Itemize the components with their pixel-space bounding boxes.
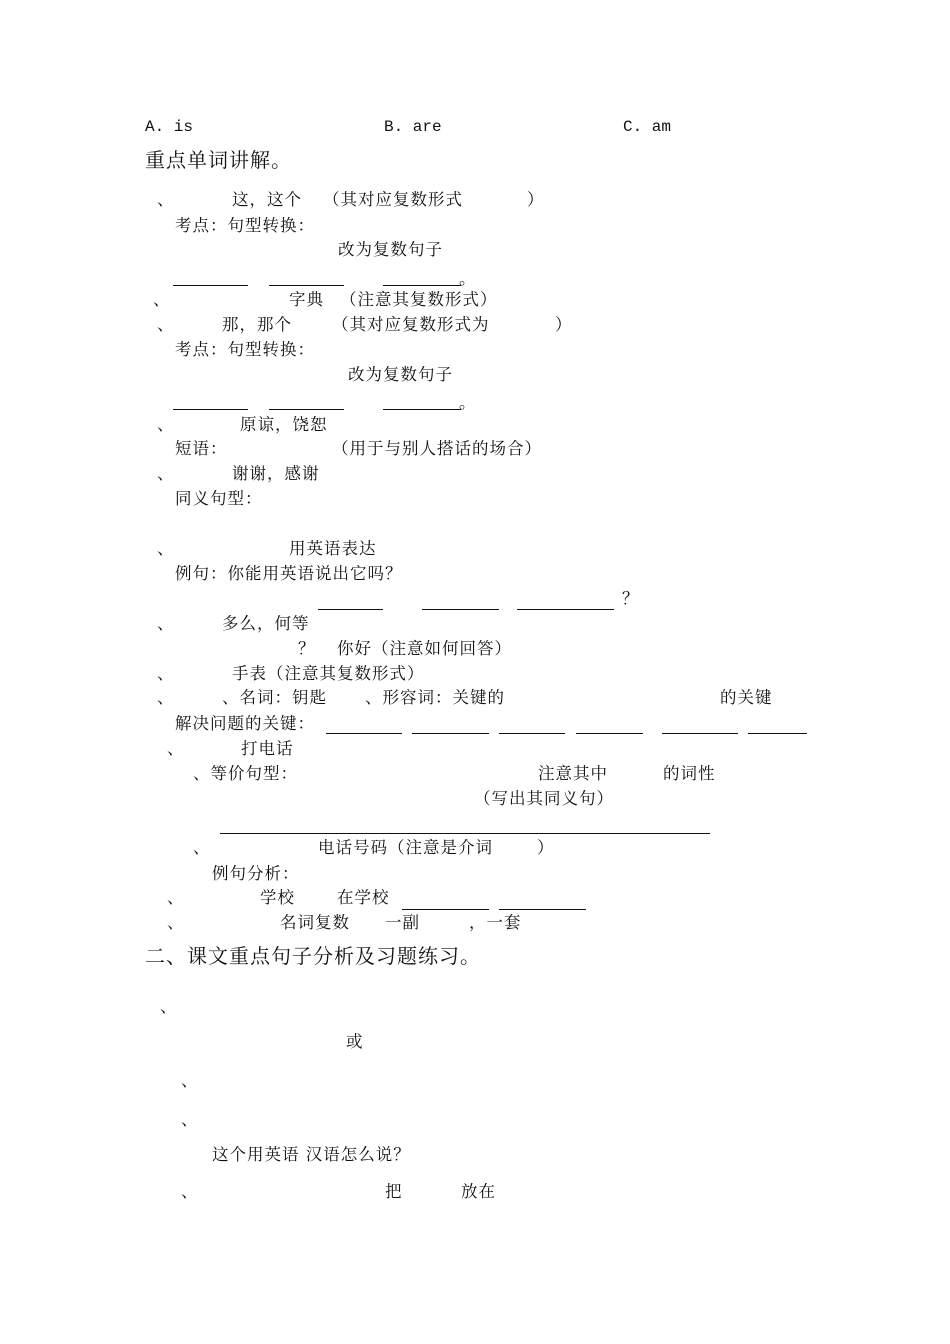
item6-gloss: 用英语表达 (289, 539, 377, 558)
section-vocab-title: 重点单词讲解。 (145, 148, 292, 172)
blank-line (269, 285, 344, 286)
item7-note: 你好（注意如何回答） (337, 639, 512, 658)
sentence2-mark: 、 (181, 1071, 199, 1090)
item7-gloss: 多么，何等 (222, 614, 310, 633)
blank-line (662, 733, 738, 734)
item2-mark: 、 (153, 290, 171, 309)
item12-mark: 、 (167, 888, 185, 907)
item6-mark: 、 (157, 539, 175, 558)
item4-phrase: 短语： (175, 439, 228, 458)
blank-line (517, 609, 614, 610)
option-b: B. are (384, 118, 442, 136)
sentence3-mark: 、 (181, 1110, 199, 1129)
blank-line (402, 909, 489, 910)
item3-close: ） (555, 315, 573, 334)
blank-line (326, 733, 402, 734)
item2-note: （注意其复数形式） (340, 290, 498, 309)
item1-kaodian: 考点：句型转换： (175, 216, 315, 235)
blank-line (499, 733, 565, 734)
blank-line (576, 733, 643, 734)
blank-line (499, 909, 586, 910)
item3-mark: 、 (157, 315, 175, 334)
item8-mark: 、 (157, 664, 175, 683)
item11-example: 例句分析： (212, 864, 300, 883)
item10-write: （写出其同义句） (474, 789, 614, 808)
item1-gloss: 这，这个 (232, 190, 302, 209)
item1-note: （其对应复数形式 (323, 190, 463, 209)
sentence4-mark: 、 (181, 1182, 199, 1201)
sentence4-fang: 放在 (461, 1182, 496, 1201)
item4-mark: 、 (157, 415, 175, 434)
blank-line (173, 409, 248, 410)
item8-gloss: 手表（注意其复数形式） (232, 664, 425, 683)
blank-line (412, 733, 489, 734)
item10-mark: 、 (167, 739, 185, 758)
item4-gloss: 原谅，饶恕 (240, 415, 328, 434)
item13-plural: 名词复数 (280, 913, 350, 932)
item13-set: ，一套 (469, 913, 522, 932)
item9-noun: 、名词：钥匙 (222, 688, 327, 707)
item11-close: ） (537, 838, 555, 857)
item1-change: 改为复数句子 (338, 240, 443, 259)
item11-gloss: 电话号码（注意是介词 (318, 838, 493, 857)
item1-period: 。 (459, 269, 477, 288)
item10-equiv: 、等价句型： (193, 764, 298, 783)
blank-line (173, 285, 248, 286)
blank-line (383, 409, 461, 410)
item3-gloss: 那，那个 (222, 315, 292, 334)
item9-key: 的关键 (720, 688, 773, 707)
item6-example: 例句：你能用英语说出它吗？ (175, 564, 403, 583)
sentence1-or: 或 (346, 1032, 364, 1051)
item9-adj: 、形容词：关键的 (365, 688, 505, 707)
item7-mark: 、 (157, 614, 175, 633)
blank-line (422, 609, 499, 610)
blank-line (748, 733, 807, 734)
item3-change: 改为复数句子 (348, 365, 453, 384)
blank-line (318, 609, 383, 610)
blank-line (383, 285, 461, 286)
item7-q: ？ (298, 639, 316, 658)
option-a: A. is (145, 118, 194, 136)
item10-pos: 的词性 (663, 764, 716, 783)
item5-gloss: 谢谢，感谢 (232, 464, 320, 483)
item13-mark: 、 (167, 913, 185, 932)
blank-line (269, 409, 344, 410)
item10-note: 注意其中 (538, 764, 608, 783)
item1-mark: 、 (157, 190, 175, 209)
blank-line (220, 833, 710, 834)
item1-close: ） (527, 190, 545, 209)
sentence4-ba: 把 (385, 1182, 403, 1201)
item6-qmark: ？ (622, 589, 640, 608)
item12-gloss: 学校 (260, 888, 295, 907)
item3-note: （其对应复数形式为 (332, 315, 490, 334)
item2-gloss: 字典 (289, 290, 324, 309)
sentence1-mark: 、 (160, 997, 178, 1016)
item12-at: 在学校 (337, 888, 390, 907)
sentence3-text: 这个用英语 汉语怎么说？ (212, 1145, 411, 1164)
item13-pair: 一副 (385, 913, 420, 932)
section-two-title: 二、课文重点句子分析及习题练习。 (145, 944, 481, 968)
item5-mark: 、 (157, 464, 175, 483)
item4-note: （用于与别人搭话的场合） (332, 439, 542, 458)
item3-period: 。 (459, 393, 477, 412)
item10-gloss: 打电话 (241, 739, 294, 758)
item11-mark: 、 (193, 838, 211, 857)
item9-mark: 、 (157, 688, 175, 707)
item5-synonym: 同义句型： (175, 489, 263, 508)
item9-solve: 解决问题的关键： (175, 714, 315, 733)
option-c: C. am (623, 118, 672, 136)
item3-kaodian: 考点：句型转换： (175, 340, 315, 359)
